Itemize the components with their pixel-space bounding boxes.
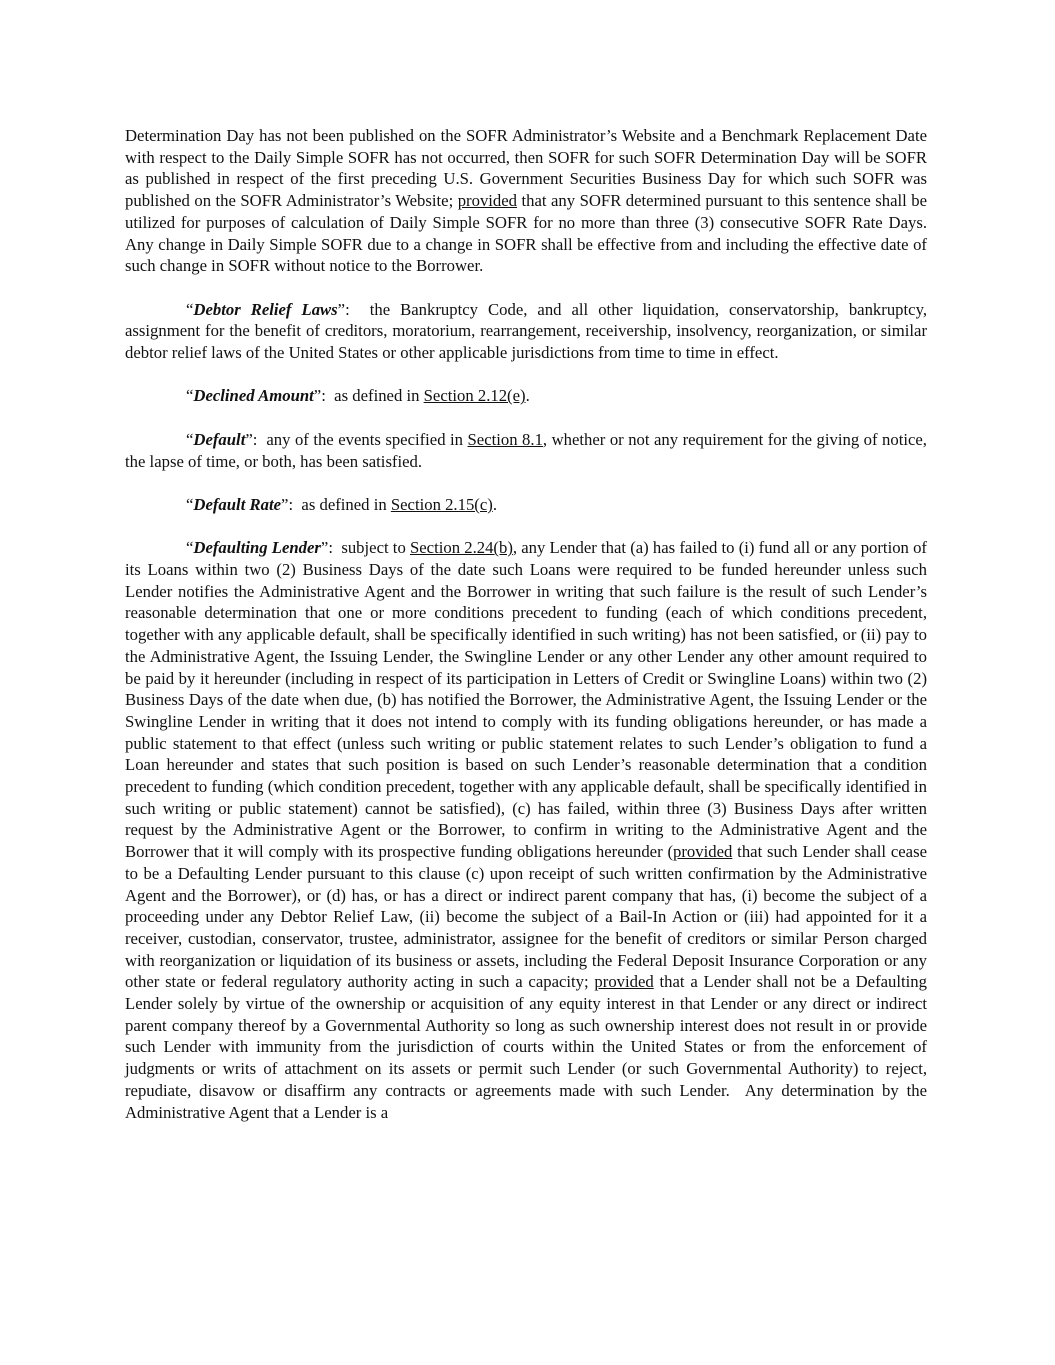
open-quote: “ [186, 494, 194, 514]
definition-text: , any Lender that (a) has failed to (i) fund all or any portion of its Loans within two (2) Business Days of the date such Loans were required to be funded hereunder unless such Lender notifies the Administrative Agent and the Borrower in writing that such failure is the result of such Lender’s reasonable determination that one or more conditions precedent to funding (each of which conditions precedent, together with any applicable default, shall be specifically identified in such writing) has not been satisfied, or (ii) pay to the Administrative Agent, the Issuing Lender, the Swingline Lender or any other Lender any other amount required to be paid by it hereunder (including in respect of its participation in Letters of Credit or Swingline Loans) within two (2) Business Days of the date when due, (b) has notified the Borrower, the Administrative Agent, the Issuing Lender or the Swingline Lender in writing that it does not intend to comply with its funding obligations hereunder, or has made a public statement to that effect (unless such writing or public statement relates to such Lender’s obligation to fund a Loan hereunder and states that such position is based on such Lender’s reasonable determination that a condition precedent to funding (which condition precedent, together with any applicable default, shall be specifically identified in such writing or public statement) cannot be satisfied), (c) has failed, within three (3) Business Days after written request by the Administrative Agent or the Borrower, to confirm in writing to the Administrative Agent and the Borrower that it will comply with its prospective funding obligations hereunder ( [125, 538, 932, 862]
defined-term: Debtor Relief Laws [193, 299, 338, 319]
open-quote: “ [186, 299, 194, 319]
provided-underlined: provided [457, 191, 518, 211]
definition-declined-amount [125, 385, 927, 407]
provided-underlined: provided [594, 972, 654, 992]
definition-debtor-relief-laws [125, 299, 932, 364]
section-reference: Section 8.1 [467, 429, 543, 449]
text-run: that any SOFR determined pursuant to this sentence shall be utilized for purposes of calculation of Daily Simple SOFR for no more than three (3) consecutive SOFR Rate Days. Any change in Daily Simple SOFR due to a change in SOFR shall be effective from and including the effective date of such change in SOFR without notice to the Borrower. [125, 191, 936, 276]
definition-default-rate [125, 494, 927, 516]
defined-term: Declined Amount [193, 386, 314, 406]
definition-text: . [492, 494, 497, 514]
definition-defaulting-lender [125, 537, 932, 1123]
defined-term: Defaulting Lender [193, 538, 321, 558]
provided-underlined: provided [673, 842, 733, 862]
open-quote: “ [186, 429, 194, 449]
defined-term: Default [193, 429, 246, 449]
definition-text: that a Lender shall not be a Defaulting Lender solely by virtue of the ownership or acquisition of any equity interest in that Lender or any direct or indirect parent company thereof by a Governmental Authority so long as such ownership interest does not result in or provide such Lender with immunity from the jurisdiction of courts within the United States or from the enforcement of judgments or writs of attachment on its assets or permit such Lender (or such Governmental Authority) to reject, repudiate, disavow or disaffirm any contracts or agreements made with such Lender. Any determination by the Administrative Agent that a Lender is a [125, 972, 932, 1122]
paragraph-sofr-continuation [125, 125, 936, 277]
definition-default [125, 429, 932, 472]
section-reference: Section 2.24(b) [409, 538, 513, 558]
definition-text: , whether or not any requirement for the giving of notice, the lapse of time, or both, has been satisfied. [125, 429, 932, 471]
definition-text: . [525, 386, 530, 406]
text-run: Determination Day has not been published on the SOFR Administrator’s Website and a Benchmark Replacement Date with respect to the Daily Simple SOFR has not occurred, then SOFR for such SOFR Determination Day will be SOFR as published in respect of the first preceding U.S. Government Securities Business Day for which such SOFR was published on the SOFR Administrator’s Website; [125, 126, 932, 211]
definition-text: ”: the Bankruptcy Code, and all other liquidation, conservatorship, bankruptcy, assignment for the benefit of creditors, moratorium, rearrangement, receivership, insolvency, reorganization, or similar debtor relief laws of the United States or other applicable jurisdictions from time to time in effect. [125, 299, 932, 363]
definition-text: ”: subject to [320, 538, 410, 558]
document-page [125, 125, 936, 1145]
section-reference: Section 2.15(c) [390, 494, 493, 514]
definition-text: ”: as defined in [313, 386, 424, 406]
definition-text: ”: any of the events specified in [245, 429, 468, 449]
open-quote: “ [186, 386, 194, 406]
definition-text: that such Lender shall cease to be a Defaulting Lender pursuant to this clause (c) upon receipt of such written confirmation by the Administrative Agent and the Borrower), or (d) has, or has a direct or indirect parent company that has, (i) become the subject of a proceeding under any Debtor Relief Law, (ii) become the subject of a Bail-In Action or (iii) had appointed for it a receiver, custodian, conservator, trustee, administrator, assignee for the benefit of creditors or similar Person charged with reorganization or liquidation of its business or assets, including the Federal Deposit Insurance Corporation or any other state or federal regulatory authority acting in such a capacity; [125, 842, 932, 992]
defined-term: Default Rate [193, 494, 282, 514]
definition-text: ”: as defined in [281, 494, 391, 514]
open-quote: “ [186, 538, 194, 558]
section-reference: Section 2.12(e) [423, 386, 526, 406]
